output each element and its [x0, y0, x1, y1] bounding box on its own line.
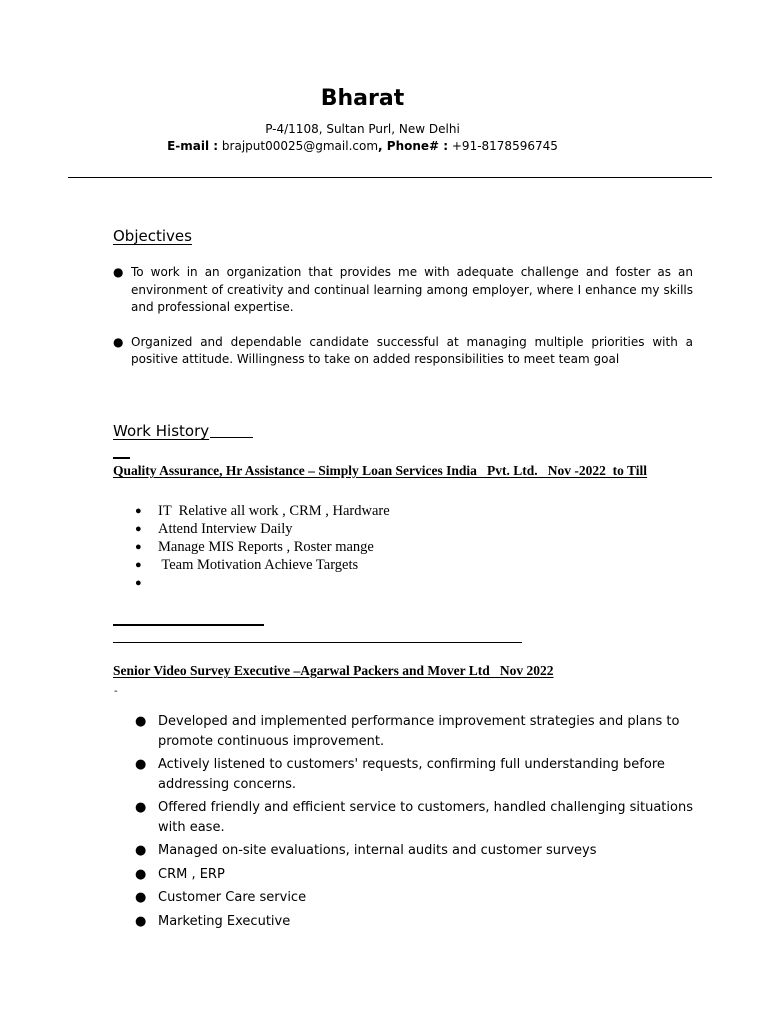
bullet-icon: ● — [135, 577, 142, 589]
section-rule-short — [113, 624, 264, 626]
bullet-icon: ● — [135, 714, 147, 729]
contact-line — [0, 139, 725, 153]
list-item — [135, 841, 695, 861]
bullet-icon: ● — [135, 843, 147, 858]
duty-text: Marketing Executive — [158, 913, 291, 929]
short-dash — [113, 457, 130, 459]
dash-marker: - — [114, 686, 118, 697]
bullet-icon: ● — [135, 757, 147, 772]
bullet-icon: ● — [135, 800, 147, 815]
objective-text: To work in an organization that provides me with adequate challenge and foster as an environment of creativity and continual learning among employer, where I enhance my skills and professional expertise. — [131, 265, 693, 314]
duty-text: Customer Care service — [158, 890, 307, 905]
list-item — [113, 334, 693, 369]
duty-text: Managed on-site evaluations, internal audits and customer surveys — [158, 843, 597, 858]
list-item — [135, 755, 695, 794]
duty-text: Attend Interview Daily — [158, 521, 293, 537]
list-item — [135, 798, 695, 837]
list-item — [135, 520, 390, 538]
list-item — [135, 556, 390, 574]
duty-text: IT Relative all work , CRM , Hardware — [158, 503, 390, 519]
phone-value: +91-8178596745 — [448, 139, 558, 153]
work-history-heading: Work History — [113, 422, 210, 440]
bullet-icon: ● — [135, 505, 142, 517]
duty-text: Team Motivation Achieve Targets — [158, 557, 359, 573]
list-item — [135, 865, 695, 885]
bullet-icon: ● — [135, 913, 147, 929]
objectives-heading: Objectives — [113, 227, 192, 245]
email-value: brajput00025@gmail.com — [218, 139, 379, 153]
duty-text: Offered friendly and efficient service to customers, handled challenging situations with ease. — [158, 800, 693, 835]
list-item — [113, 264, 693, 317]
list-item — [135, 502, 390, 520]
bullet-icon: ● — [135, 559, 142, 571]
job-duties-list — [135, 712, 695, 931]
objectives-list — [113, 264, 693, 369]
bullet-icon: ● — [135, 890, 147, 905]
duty-text: Developed and implemented performance improvement strategies and plans to promote continuous improvement. — [158, 714, 680, 749]
email-label: E-mail : — [167, 139, 219, 153]
section-rule — [113, 642, 522, 643]
address: P-4/1108, Sultan Purl, New Delhi — [265, 122, 460, 136]
phone-label: , Phone# : — [378, 139, 449, 153]
list-item — [135, 712, 695, 751]
duty-text: CRM , ERP — [158, 866, 225, 882]
objective-text: Organized and dependable candidate successful at managing multiple priorities with a positive attitude. Willingness to take on added responsibilities to meet team goal — [131, 334, 693, 366]
bullet-icon: ● — [113, 334, 124, 349]
bullet-icon: ● — [135, 866, 147, 882]
job-title: Quality Assurance, Hr Assistance – Simply Loan Services India Pvt. Ltd. Nov -2022 to Till — [113, 463, 648, 478]
bullet-icon: ● — [113, 265, 124, 279]
candidate-name: Bharat — [320, 86, 405, 111]
job-duties-list — [135, 502, 390, 592]
list-item — [135, 574, 390, 592]
header-divider — [68, 177, 712, 178]
duty-text: Actively listened to customers' requests, confirming full understanding before addressing concerns. — [158, 757, 665, 792]
duty-text: Manage MIS Reports , Roster mange — [158, 539, 374, 555]
list-item — [135, 912, 695, 932]
bullet-icon: ● — [135, 541, 142, 553]
heading-underline-tail — [210, 437, 253, 438]
list-item — [135, 538, 390, 556]
bullet-icon: ● — [135, 523, 142, 535]
list-item — [135, 888, 695, 908]
job-title: Senior Video Survey Executive –Agarwal Packers and Mover Ltd Nov 2022 — [113, 663, 554, 678]
